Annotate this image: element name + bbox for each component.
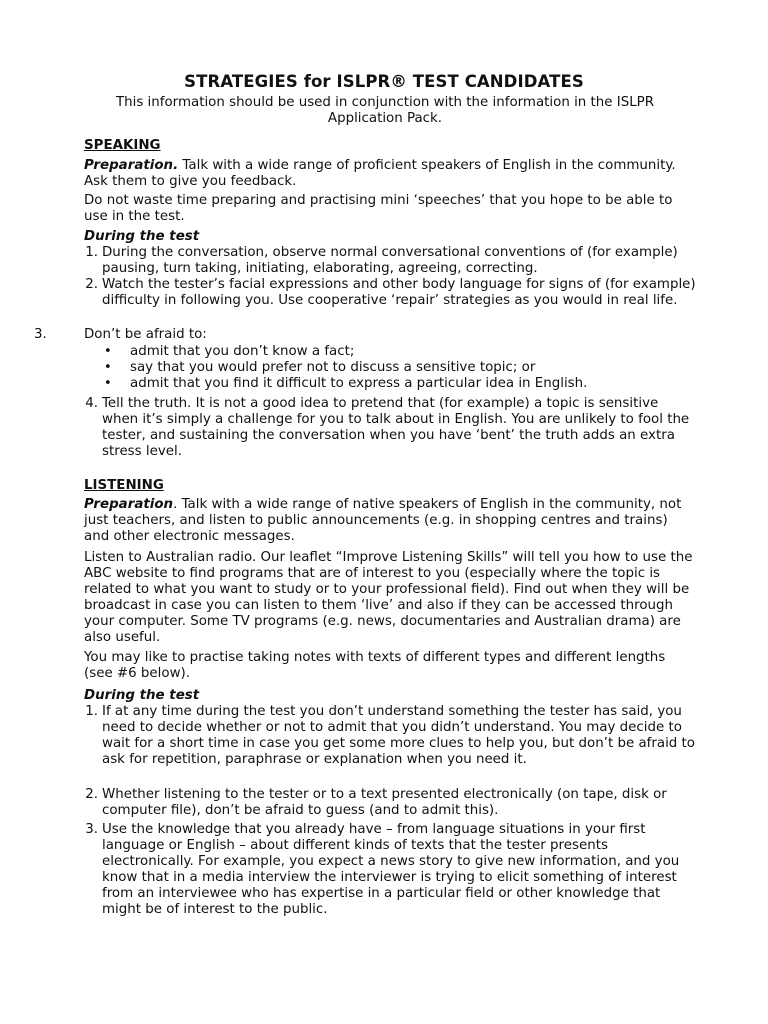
bullet-item <box>104 376 704 392</box>
listening-preparation <box>84 497 696 545</box>
list-item <box>78 245 698 277</box>
speaking-prep-text: Talk with a wide range of proficient speakers of English in the community. Ask them to give you feedback. <box>84 158 676 189</box>
list-item <box>78 704 698 768</box>
listening-heading-block <box>84 478 696 494</box>
bullet-icon: • <box>104 376 112 391</box>
list-item-text: Watch the tester’s facial expressions and other body language for signs of (for example) difficulty in following you. Use cooperative ‘repair’ strategies as you would in real life. <box>102 277 696 308</box>
speaking-prep-paragraph <box>84 158 696 190</box>
page-title: STRATEGIES for ISLPR® TEST CANDIDATES <box>184 72 584 91</box>
speaking-preparation <box>84 158 696 190</box>
list-item-text: Don’t be afraid to: <box>84 327 207 342</box>
list-item-number: 3. <box>85 822 98 837</box>
bullet-icon: • <box>104 344 112 359</box>
list-item-text: Tell the truth. It is not a good idea to pretend that (for example) a topic is sensitive when it’s simply a challenge for you to talk about in English. You are unlikely to fool the tester, and sustaining the conversation when you have ‘bent’ the truth adds an extra stress level. <box>102 396 690 459</box>
list-item-text: If at any time during the test you don’t understand something the tester has said, you need to decide whether or not to admit that you didn’t understand. You may decide to wait for a short time in case you get some more clues to help you, but don’t be afraid to ask for repetition, paraphrase or explanation when you need it. <box>102 704 695 767</box>
bullet-text: say that you would prefer not to discuss a sensitive topic; or <box>130 360 536 375</box>
listening-prep-lead: Preparation <box>84 497 174 512</box>
list-item-number: 1. <box>85 245 98 260</box>
speaking-heading: SPEAKING <box>84 138 161 153</box>
list-item-text: Whether listening to the tester or to a text presented electronically (on tape, disk or computer file), don’t be afraid to guess (and to admit this). <box>102 787 667 818</box>
list-item-number: 4. <box>85 396 98 411</box>
speaking-heading-block <box>84 138 696 154</box>
listening-para3: You may like to practise taking notes with texts of different types and different lengths (see #6 below). <box>84 650 666 681</box>
listening-during-block <box>84 688 696 704</box>
list-item-number: 2. <box>85 277 98 292</box>
speaking-list-b <box>78 396 698 460</box>
bullet-text: admit that you find it difficult to express a particular idea in English. <box>130 376 588 391</box>
speaking-para2: Do not waste time preparing and practising mini ‘speeches’ that you hope to be able to use in the test. <box>84 193 673 224</box>
bullet-icon: • <box>104 360 112 375</box>
speaking-during-block <box>84 229 696 245</box>
list-item <box>78 396 698 460</box>
listening-list-3 <box>78 822 698 918</box>
listening-para2: Listen to Australian radio. Our leaflet “Improve Listening Skills” will tell you how to use the ABC website to find programs that are of interest to you (especially where the topic is related to what you want to study or to your professional field). Find out when they will be broadcast in case you can listen to them ‘live’ and also if they can be accessed through your computer. Some TV programs (e.g. news, documentaries and Australian drama) are also useful. <box>84 550 693 645</box>
listening-list-1 <box>78 704 698 768</box>
speaking-prep-lead: Preparation. <box>84 158 179 173</box>
list-item-number: 1. <box>85 704 98 719</box>
list-item-number: 3. <box>34 327 47 342</box>
list-item <box>78 787 698 819</box>
bullet-item <box>104 360 704 376</box>
listening-during-heading: During the test <box>84 688 200 703</box>
list-item-number: 2. <box>85 787 98 802</box>
bullet-item <box>104 344 704 360</box>
listening-prep-paragraph <box>84 497 696 545</box>
speaking-during-heading: During the test <box>84 229 200 244</box>
list-item <box>78 277 698 309</box>
speaking-list-a <box>78 245 698 309</box>
listening-para2-block <box>84 550 696 646</box>
listening-heading: LISTENING <box>84 478 164 493</box>
bullet-text: admit that you don’t know a fact; <box>130 344 355 359</box>
listening-list-2 <box>78 787 698 819</box>
page-subtitle: This information should be used in conjunction with the information in the ISLPR Application Pack. <box>115 95 655 126</box>
listening-prep-text: . Talk with a wide range of native speakers of English in the community, not just teachers, and listen to public announcements (e.g. in shopping centres and trains) and other electronic messages. <box>84 497 682 544</box>
speaking-bullet-list <box>104 344 704 392</box>
list-item-text: Use the knowledge that you already have – from language situations in your first language or English – about different kinds of texts that the tester presents electronically. For example, you expect a news story to give new information, and you know that in a media interview the interviewer is trying to elicit something of interest from an interviewee who has expertise in a particular field or other knowledge that might be of interest to the public. <box>102 822 680 917</box>
list-item <box>78 822 698 918</box>
list-item-text: During the conversation, observe normal conversational conventions of (for example) pausing, turn taking, initiating, elaborating, agreeing, correcting. <box>102 245 678 276</box>
listening-para3-block <box>84 650 696 682</box>
speaking-para2-block <box>84 193 696 225</box>
